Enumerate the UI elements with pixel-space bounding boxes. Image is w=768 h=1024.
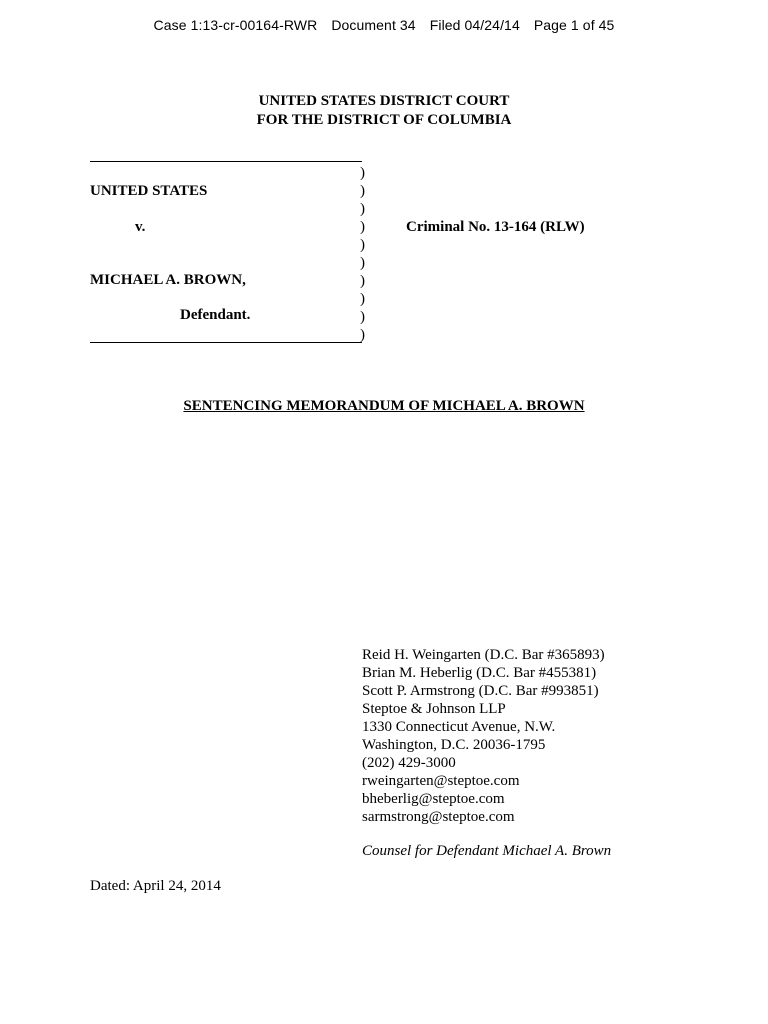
firm-phone: (202) 429-3000 — [362, 755, 456, 771]
criminal-case-number: Criminal No. 13-164 (RLW) — [406, 219, 585, 235]
caption-paren: ) — [360, 183, 365, 199]
firm-name: Steptoe & Johnson LLP — [362, 701, 506, 717]
caption-top-rule — [90, 161, 362, 162]
caption-paren: ) — [360, 291, 365, 307]
caption-paren: ) — [360, 309, 365, 325]
defendant-role: Defendant. — [180, 307, 251, 323]
counsel-line: Scott P. Armstrong (D.C. Bar #993851) — [362, 683, 599, 699]
counsel-line: Reid H. Weingarten (D.C. Bar #365893) — [362, 647, 605, 663]
court-name-line2: FOR THE DISTRICT OF COLUMBIA — [256, 112, 512, 128]
filed-date-header: Filed 04/24/14 — [429, 17, 520, 33]
defendant-name: MICHAEL A. BROWN, — [90, 272, 246, 288]
document-title — [0, 397, 768, 415]
court-name-line1: UNITED STATES DISTRICT COURT — [258, 93, 510, 109]
document-number-header: Document 34 — [331, 17, 416, 33]
caption-parentheses — [360, 164, 370, 344]
case-number-header: Case 1:13-cr-00164-RWR — [153, 17, 318, 33]
counsel-email: sarmstrong@steptoe.com — [362, 809, 515, 825]
caption-paren: ) — [360, 255, 365, 271]
caption-paren: ) — [360, 273, 365, 289]
caption-paren: ) — [360, 201, 365, 217]
counsel-block — [362, 646, 605, 826]
page-count-header: Page 1 of 45 — [533, 17, 615, 33]
caption-paren: ) — [360, 219, 365, 235]
firm-address-city: Washington, D.C. 20036-1795 — [362, 737, 546, 753]
counsel-line: Brian M. Heberlig (D.C. Bar #455381) — [362, 665, 597, 681]
ecf-header — [0, 17, 768, 33]
caption-paren: ) — [360, 237, 365, 253]
counsel-role: Counsel for Defendant Michael A. Brown — [362, 843, 612, 859]
caption-paren: ) — [360, 327, 365, 343]
counsel-email: rweingarten@steptoe.com — [362, 773, 520, 789]
versus-label: v. — [135, 219, 146, 235]
plaintiff-name: UNITED STATES — [90, 183, 208, 199]
document-title-text: SENTENCING MEMORANDUM OF MICHAEL A. BROWN — [183, 398, 585, 414]
dated-line: Dated: April 24, 2014 — [90, 878, 221, 894]
firm-address-street: 1330 Connecticut Avenue, N.W. — [362, 719, 556, 735]
counsel-email: bheberlig@steptoe.com — [362, 791, 505, 807]
caption-bottom-rule — [90, 342, 362, 343]
caption-paren: ) — [360, 165, 365, 181]
